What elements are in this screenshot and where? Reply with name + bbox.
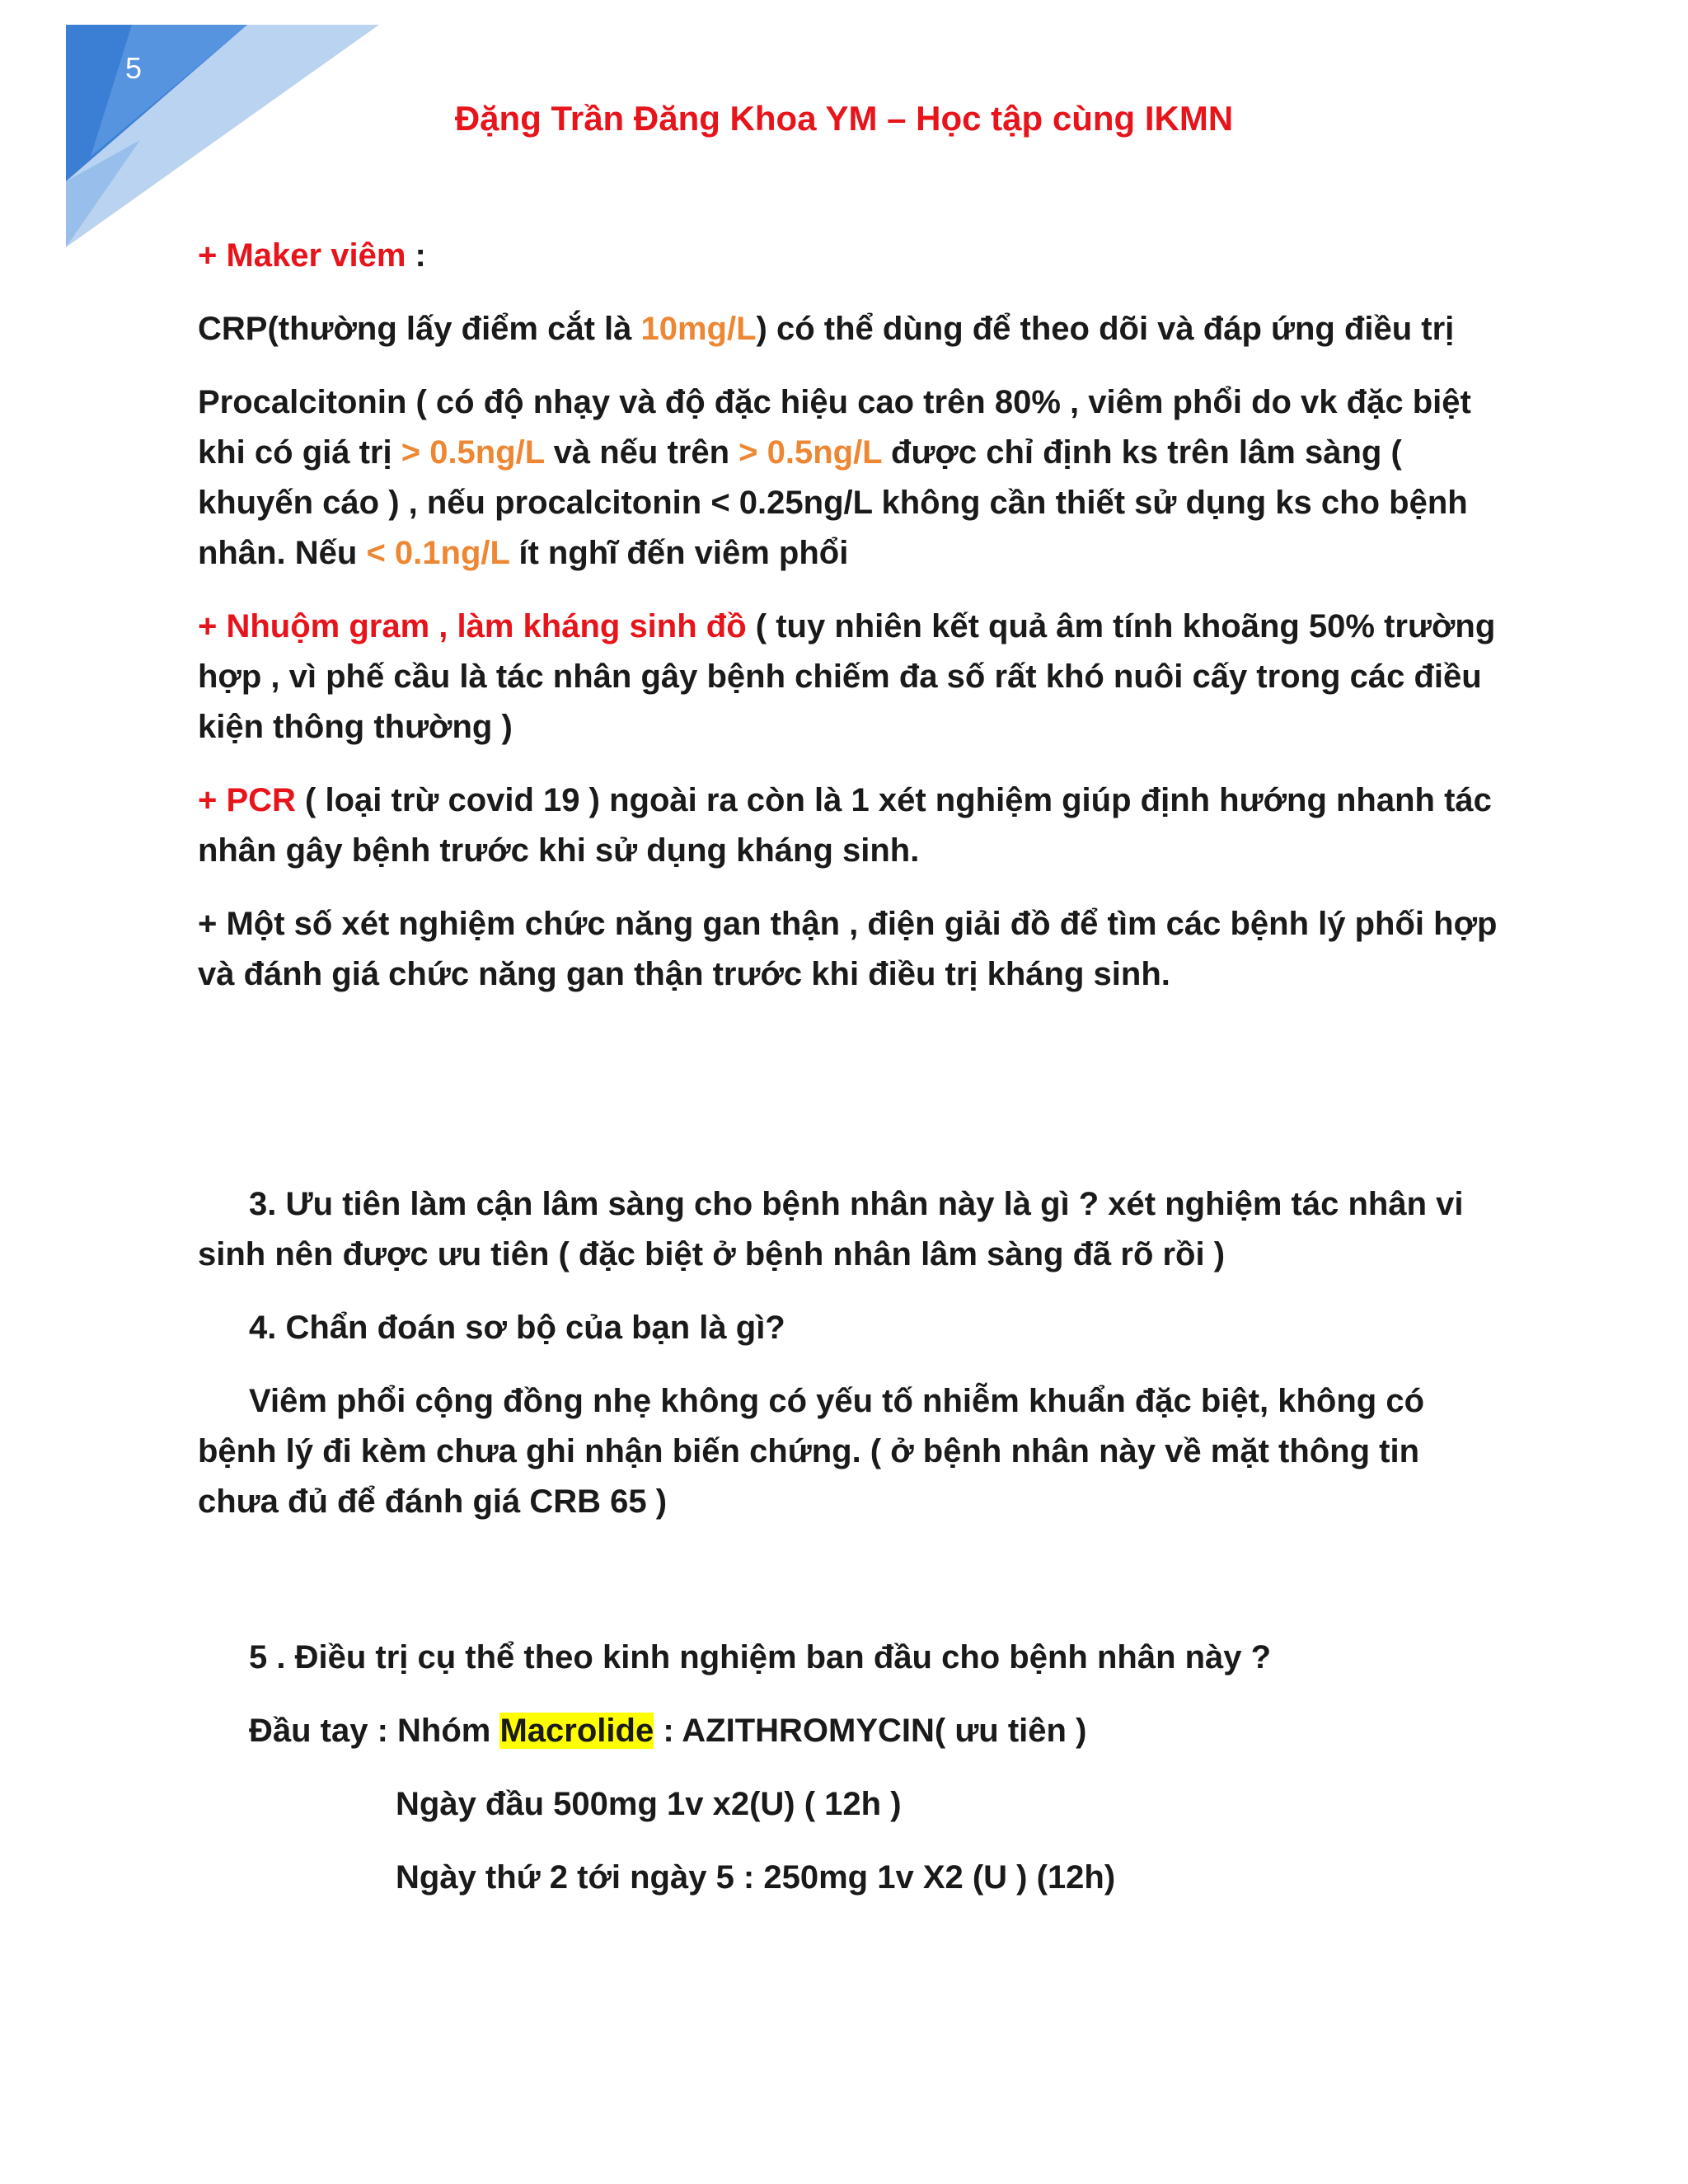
pct-value-2: > 0.5ng/L	[738, 434, 882, 471]
answer-4: Viêm phổi cộng đồng nhẹ không có yếu tố nhiễm khuẩn đặc biệt, không có bệnh lý đi kèm chưa ghi nhận biến chứng. ( ở bệnh nhân này về mặt thông tin chưa đủ để đánh giá CRB 65 )	[198, 1383, 1425, 1520]
pcr-paragraph: + PCR ( loại trừ covid 19 ) ngoài ra còn là 1 xét nghiệm giúp định hướng nhanh tác nhân gây bệnh trước khi sử dụng kháng sinh.	[198, 782, 1492, 869]
crp-paragraph: CRP(thường lấy điểm cắt là 10mg/L) có thể dùng để theo dõi và đáp ứng điều trị	[198, 311, 1455, 347]
other-tests-paragraph: + Một số xét nghiệm chức năng gan thận , điện giải đồ để tìm các bệnh lý phối hợp và đánh giá chức năng gan thận trước khi điều trị kháng sinh.	[198, 906, 1498, 992]
gram-title: + Nhuộm gram , làm kháng sinh đồ	[198, 608, 747, 644]
markers-heading: + Maker viêm :	[198, 237, 426, 274]
pct-value-3: < 0.1ng/L	[366, 535, 510, 571]
procalcitonin-paragraph: Procalcitonin ( có độ nhạy và độ đặc hiệu cao trên 80% , viêm phổi do vk đặc biệt khi có giá trị > 0.5ng/L và nếu trên > 0.5ng/L được chỉ định ks trên lâm sàng ( khuyến cáo ) , nếu procalcitonin < 0.25ng/L không cần thiết sử dụng ks cho bệnh nhân. Nếu < 0.1ng/L ít nghĩ đến viêm phổi	[198, 384, 1471, 571]
dose-day-1: Ngày đầu 500mg 1v x2(U) ( 12h )	[396, 1786, 902, 1822]
pct-value-1: > 0.5ng/L	[401, 434, 545, 471]
first-line-treatment: Đầu tay : Nhóm Macrolide : AZITHROMYCIN( ưu tiên )	[249, 1713, 1087, 1749]
question-3: 3. Ưu tiên làm cận lâm sàng cho bệnh nhân này là gì ? xét nghiệm tác nhân vi sinh nên được ưu tiên ( đặc biệt ở bệnh nhân lâm sàng đã rõ rồi )	[198, 1186, 1464, 1272]
page-header: Đặng Trần Đăng Khoa YM – Học tập cùng IKMN	[454, 99, 1234, 138]
markers-title: + Maker viêm	[198, 237, 406, 274]
crp-cutoff-value: 10mg/L	[640, 311, 757, 347]
dose-day-2-5: Ngày thứ 2 tới ngày 5 : 250mg 1v X2 (U ) (12h)	[396, 1859, 1116, 1896]
question-5: 5 . Điều trị cụ thể theo kinh nghiệm ban đầu cho bệnh nhân này ?	[249, 1639, 1272, 1675]
question-4: 4. Chẩn đoán sơ bộ của bạn là gì?	[249, 1310, 785, 1346]
document-body	[198, 231, 1500, 1926]
gram-paragraph: + Nhuộm gram , làm kháng sinh đồ ( tuy nhiên kết quả âm tính khoãng 50% trường hợp , vì phế cầu là tác nhân gây bệnh chiếm đa số rất khó nuôi cấy trong các điều kiện thông thường )	[198, 608, 1496, 745]
pcr-title: + PCR	[198, 782, 296, 818]
page-number: 5	[125, 51, 143, 85]
macrolide-highlight: Macrolide	[499, 1713, 654, 1749]
